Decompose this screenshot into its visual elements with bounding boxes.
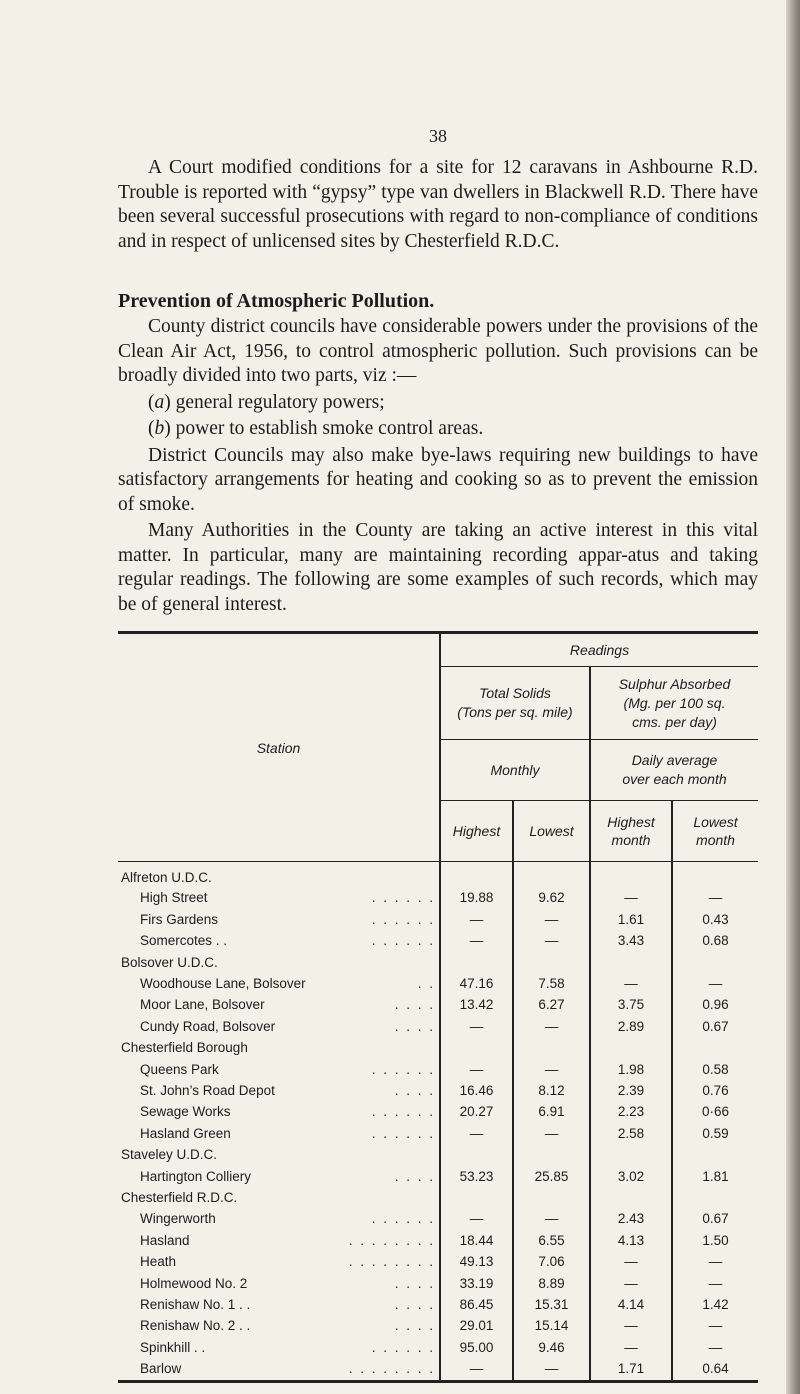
cell-sulphur-high: 2.23	[590, 1101, 672, 1122]
cell-solids-low	[513, 1144, 590, 1165]
station-name	[118, 1080, 440, 1101]
leader-dots: . . . . . .	[371, 933, 435, 949]
cell-solids-low	[513, 862, 590, 888]
highest-month-line-1: Highest	[607, 814, 655, 830]
table-row	[118, 930, 758, 951]
leader-dots: . . . .	[394, 1083, 435, 1099]
cell-solids-low: 9.46	[513, 1337, 590, 1358]
cell-sulphur-high	[590, 952, 672, 973]
table-group-row	[118, 862, 758, 888]
station-name	[118, 973, 440, 994]
station-name	[118, 1315, 440, 1336]
station-label: Hasland	[140, 1232, 190, 1248]
paragraph-bye-laws: District Councils may also make bye-laws requiring new buildings to have satisfactory arrangements for heating and cooking so as to prevent the emission of smoke.	[118, 444, 758, 515]
daily-average-header	[590, 740, 758, 801]
table-row	[118, 994, 758, 1015]
list-marker: a	[154, 391, 165, 413]
cell-sulphur-high: 1.61	[590, 909, 672, 930]
cell-sulphur-high: —	[590, 1315, 672, 1336]
cell-solids-high: —	[440, 1123, 513, 1144]
leader-dots: . . . . . .	[371, 890, 435, 906]
station-name	[118, 909, 440, 930]
cell-sulphur-high: —	[590, 1251, 672, 1272]
list-item-text: general regulatory powers;	[175, 391, 385, 413]
cell-solids-high	[440, 1144, 513, 1165]
station-name	[118, 1273, 440, 1294]
cell-sulphur-low: 0.67	[672, 1016, 758, 1037]
station-label: Heath	[140, 1254, 177, 1270]
cell-solids-high: 20.27	[440, 1101, 513, 1122]
cell-solids-high: 47.16	[440, 973, 513, 994]
cell-sulphur-low: —	[672, 1251, 758, 1272]
table-row	[118, 909, 758, 930]
station-label: Somercotes . .	[140, 933, 228, 949]
cell-solids-high: 16.46	[440, 1080, 513, 1101]
cell-sulphur-low	[672, 1037, 758, 1058]
station-label: Sewage Works	[140, 1104, 231, 1120]
cell-sulphur-high: —	[590, 887, 672, 908]
cell-sulphur-high	[590, 1144, 672, 1165]
station-label: Alfreton U.D.C.	[121, 870, 212, 885]
cell-sulphur-high: —	[590, 973, 672, 994]
highest-month-header	[590, 801, 672, 862]
station-label: Hartington Colliery	[140, 1168, 252, 1184]
cell-solids-low: 7.58	[513, 973, 590, 994]
cell-solids-low: 8.12	[513, 1080, 590, 1101]
list-marker: b	[154, 418, 165, 439]
station-label: Moor Lane, Bolsover	[140, 997, 265, 1013]
cell-solids-low: —	[513, 1016, 590, 1037]
cell-sulphur-low	[672, 862, 758, 888]
table-body	[118, 862, 758, 1382]
station-label: Staveley U.D.C.	[121, 1147, 218, 1163]
station-name	[118, 1059, 440, 1080]
cell-solids-high: 86.45	[440, 1294, 513, 1315]
total-solids-label: Total Solids	[479, 685, 551, 701]
cell-solids-low: —	[513, 909, 590, 930]
station-header: Station	[118, 633, 440, 862]
table-row	[118, 1059, 758, 1080]
cell-solids-low: 6.27	[513, 994, 590, 1015]
cell-solids-high: —	[440, 1208, 513, 1229]
station-label: Chesterfield Borough	[121, 1040, 248, 1056]
group-name	[118, 1187, 440, 1208]
table-row	[118, 1251, 758, 1272]
cell-solids-high: —	[440, 930, 513, 951]
table-row	[118, 887, 758, 908]
cell-sulphur-low: 1.81	[672, 1166, 758, 1187]
paragraph-authorities: Many Authorities in the County are taking an active interest in this vital matter. In particular, many are maintaining recording appar-atus and taking regular readings. The following are some examples of such records, which may be of general interest.	[118, 520, 758, 615]
cell-sulphur-high: 2.89	[590, 1016, 672, 1037]
cell-solids-high: —	[440, 1358, 513, 1381]
cell-sulphur-high	[590, 1037, 672, 1058]
cell-solids-high: 49.13	[440, 1251, 513, 1272]
daily-average-line-1: Daily average	[631, 752, 718, 768]
table-group-row	[118, 1144, 758, 1165]
station-label: Wingerworth	[140, 1211, 216, 1227]
leader-dots: . . . . . .	[371, 911, 435, 927]
cell-sulphur-high: 4.13	[590, 1230, 672, 1251]
list-item-b: (b) power to establish smoke control areas.	[148, 418, 484, 439]
table-row	[118, 1358, 758, 1381]
cell-sulphur-low: 0.76	[672, 1080, 758, 1101]
cell-solids-high: 29.01	[440, 1315, 513, 1336]
cell-sulphur-high: 2.58	[590, 1123, 672, 1144]
cell-solids-low: 6.91	[513, 1101, 590, 1122]
cell-solids-high: 33.19	[440, 1273, 513, 1294]
station-label: Woodhouse Lane, Bolsover	[140, 976, 306, 992]
station-label: Bolsover U.D.C.	[121, 954, 218, 970]
cell-sulphur-low: 0.59	[672, 1123, 758, 1144]
highest-month-line-2: month	[611, 832, 651, 848]
leader-dots: . . . . . .	[371, 1339, 435, 1355]
station-label: Queens Park	[140, 1061, 219, 1077]
group-name	[118, 862, 440, 888]
total-solids-header	[440, 667, 590, 740]
station-label: Renishaw No. 2 . .	[140, 1318, 251, 1334]
cell-sulphur-low: —	[672, 887, 758, 908]
station-label: Hasland Green	[140, 1125, 231, 1141]
list-item-a: (a) general regulatory powers;	[148, 391, 385, 413]
leader-dots: . . . . . . . .	[348, 1361, 435, 1377]
cell-sulphur-low: —	[672, 1337, 758, 1358]
cell-solids-high: —	[440, 1059, 513, 1080]
cell-solids-high: 53.23	[440, 1166, 513, 1187]
daily-average-line-2: over each month	[622, 771, 727, 787]
cell-sulphur-low: 1.50	[672, 1230, 758, 1251]
lowest-month-line-2: month	[696, 832, 735, 848]
cell-sulphur-low: 0·66	[672, 1101, 758, 1122]
cell-sulphur-low	[672, 1144, 758, 1165]
station-name	[118, 1251, 440, 1272]
cell-solids-low: 25.85	[513, 1166, 590, 1187]
leader-dots: . . . . . .	[371, 1211, 435, 1227]
sulphur-label: Sulphur Absorbed	[618, 675, 731, 692]
cell-solids-high	[440, 1187, 513, 1208]
readings-header: Readings	[440, 633, 758, 667]
cell-solids-low	[513, 1187, 590, 1208]
leader-dots: . . . .	[394, 1297, 435, 1313]
cell-sulphur-low: 1.42	[672, 1294, 758, 1315]
lowest-month-line-1: Lowest	[693, 814, 738, 830]
leader-dots: . . . . . .	[371, 1104, 435, 1120]
cell-solids-high	[440, 862, 513, 888]
cell-solids-high: 19.88	[440, 887, 513, 908]
cell-sulphur-high	[590, 862, 672, 888]
cell-sulphur-high: 3.75	[590, 994, 672, 1015]
monthly-header: Monthly	[440, 740, 590, 801]
cell-solids-high	[440, 1037, 513, 1058]
leader-dots: . . . . . .	[371, 1125, 435, 1141]
leader-dots: . . . .	[394, 1275, 435, 1291]
cell-solids-low: —	[513, 1358, 590, 1381]
sulphur-unit-line-1: (Mg. per 100 sq.	[623, 694, 726, 711]
intro-paragraph: A Court modified conditions for a site for 12 caravans in Ashbourne R.D. Trouble is reported with “gypsy” type van dwellers in Blackwell R.D. There have been several successful prosecutions with regard to non-compliance of conditions and in respect of unlicensed sites by Chesterfield R.D.C.	[118, 157, 758, 252]
cell-solids-low: 15.14	[513, 1315, 590, 1336]
station-label: Firs Gardens	[140, 911, 219, 927]
station-label: Holmewood No. 2	[140, 1275, 248, 1291]
cell-sulphur-low	[672, 1187, 758, 1208]
list-item-text: power to establish smoke control areas.	[175, 418, 484, 439]
cell-sulphur-high: 3.43	[590, 930, 672, 951]
station-name	[118, 887, 440, 908]
cell-solids-low: 6.55	[513, 1230, 590, 1251]
section-heading: Prevention of Atmospheric Pollution.	[118, 290, 435, 312]
cell-sulphur-low: 0.68	[672, 930, 758, 951]
station-name	[118, 1016, 440, 1037]
table-row	[118, 1123, 758, 1144]
table-row	[118, 1337, 758, 1358]
cell-solids-low	[513, 1037, 590, 1058]
cell-solids-low: 15.31	[513, 1294, 590, 1315]
table-row	[118, 1101, 758, 1122]
sulphur-header	[590, 667, 758, 740]
cell-solids-high: —	[440, 909, 513, 930]
leader-dots: . . . .	[394, 1318, 435, 1334]
readings-table	[118, 631, 758, 1383]
table-row	[118, 973, 758, 994]
cell-solids-low: 7.06	[513, 1251, 590, 1272]
station-name	[118, 1123, 440, 1144]
table-row	[118, 1273, 758, 1294]
sulphur-unit-line-2: cms. per day)	[632, 713, 717, 730]
cell-solids-low: 8.89	[513, 1273, 590, 1294]
table-group-row	[118, 1037, 758, 1058]
cell-sulphur-low	[672, 952, 758, 973]
cell-sulphur-high: —	[590, 1337, 672, 1358]
cell-solids-low: —	[513, 1059, 590, 1080]
cell-sulphur-low: —	[672, 1315, 758, 1336]
cell-solids-low: —	[513, 1123, 590, 1144]
group-name	[118, 952, 440, 973]
cell-solids-high: 95.00	[440, 1337, 513, 1358]
cell-sulphur-high	[590, 1187, 672, 1208]
document-page	[118, 0, 758, 1383]
group-name	[118, 1037, 440, 1058]
station-label: High Street	[140, 890, 208, 906]
cell-solids-high: —	[440, 1016, 513, 1037]
cell-sulphur-low: 0.67	[672, 1208, 758, 1229]
station-label: Cundy Road, Bolsover	[140, 1018, 276, 1034]
table-row	[118, 1208, 758, 1229]
cell-sulphur-low: —	[672, 973, 758, 994]
leader-dots: . . . .	[394, 1168, 435, 1184]
station-label: Barlow	[140, 1361, 182, 1377]
cell-solids-high: 13.42	[440, 994, 513, 1015]
table-row	[118, 1294, 758, 1315]
cell-sulphur-high: 2.43	[590, 1208, 672, 1229]
cell-solids-high: 18.44	[440, 1230, 513, 1251]
total-solids-unit: (Tons per sq. mile)	[457, 704, 573, 720]
station-name	[118, 930, 440, 951]
table-row	[118, 1016, 758, 1037]
station-name	[118, 994, 440, 1015]
leader-dots: . .	[417, 976, 435, 992]
cell-sulphur-low: 0.96	[672, 994, 758, 1015]
cell-sulphur-high: —	[590, 1273, 672, 1294]
station-label: Chesterfield R.D.C.	[121, 1190, 238, 1206]
cell-solids-high	[440, 952, 513, 973]
station-name	[118, 1337, 440, 1358]
station-name	[118, 1358, 440, 1381]
cell-sulphur-high: 2.39	[590, 1080, 672, 1101]
station-name	[118, 1208, 440, 1229]
cell-sulphur-high: 1.71	[590, 1358, 672, 1381]
leader-dots: . . . . . .	[371, 1061, 435, 1077]
cell-solids-low: —	[513, 1208, 590, 1229]
cell-sulphur-high: 1.98	[590, 1059, 672, 1080]
cell-solids-low	[513, 952, 590, 973]
station-name	[118, 1166, 440, 1187]
station-name	[118, 1101, 440, 1122]
station-label: St. John’s Road Depot	[140, 1083, 275, 1099]
cell-sulphur-low: —	[672, 1273, 758, 1294]
page-edge-shadow	[786, 0, 800, 1394]
cell-sulphur-high: 4.14	[590, 1294, 672, 1315]
leader-dots: . . . . . . . .	[348, 1254, 435, 1270]
lowest-header: Lowest	[513, 801, 590, 862]
group-name	[118, 1144, 440, 1165]
paragraph-powers: County district councils have considerable powers under the provisions of the Clean Air Act, 1956, to control atmospheric pollution. Such provisions can be broadly divided into two parts, viz :—	[118, 316, 758, 386]
station-name	[118, 1294, 440, 1315]
cell-solids-low: —	[513, 930, 590, 951]
lowest-month-header	[672, 801, 758, 862]
table-row	[118, 1080, 758, 1101]
leader-dots: . . . . . . . .	[348, 1232, 435, 1248]
table-row	[118, 1166, 758, 1187]
highest-header: Highest	[440, 801, 513, 862]
table-group-row	[118, 952, 758, 973]
table-row	[118, 1230, 758, 1251]
leader-dots: . . . .	[394, 997, 435, 1013]
cell-sulphur-high: 3.02	[590, 1166, 672, 1187]
cell-sulphur-low: 0.43	[672, 909, 758, 930]
station-name	[118, 1230, 440, 1251]
page-number: 38	[429, 126, 447, 146]
table-row	[118, 1315, 758, 1336]
station-label: Spinkhill . .	[140, 1339, 206, 1355]
cell-solids-low: 9.62	[513, 887, 590, 908]
table-group-row	[118, 1187, 758, 1208]
station-label: Renishaw No. 1 . .	[140, 1297, 251, 1313]
leader-dots: . . . .	[394, 1018, 435, 1034]
cell-sulphur-low: 0.64	[672, 1358, 758, 1381]
cell-sulphur-low: 0.58	[672, 1059, 758, 1080]
